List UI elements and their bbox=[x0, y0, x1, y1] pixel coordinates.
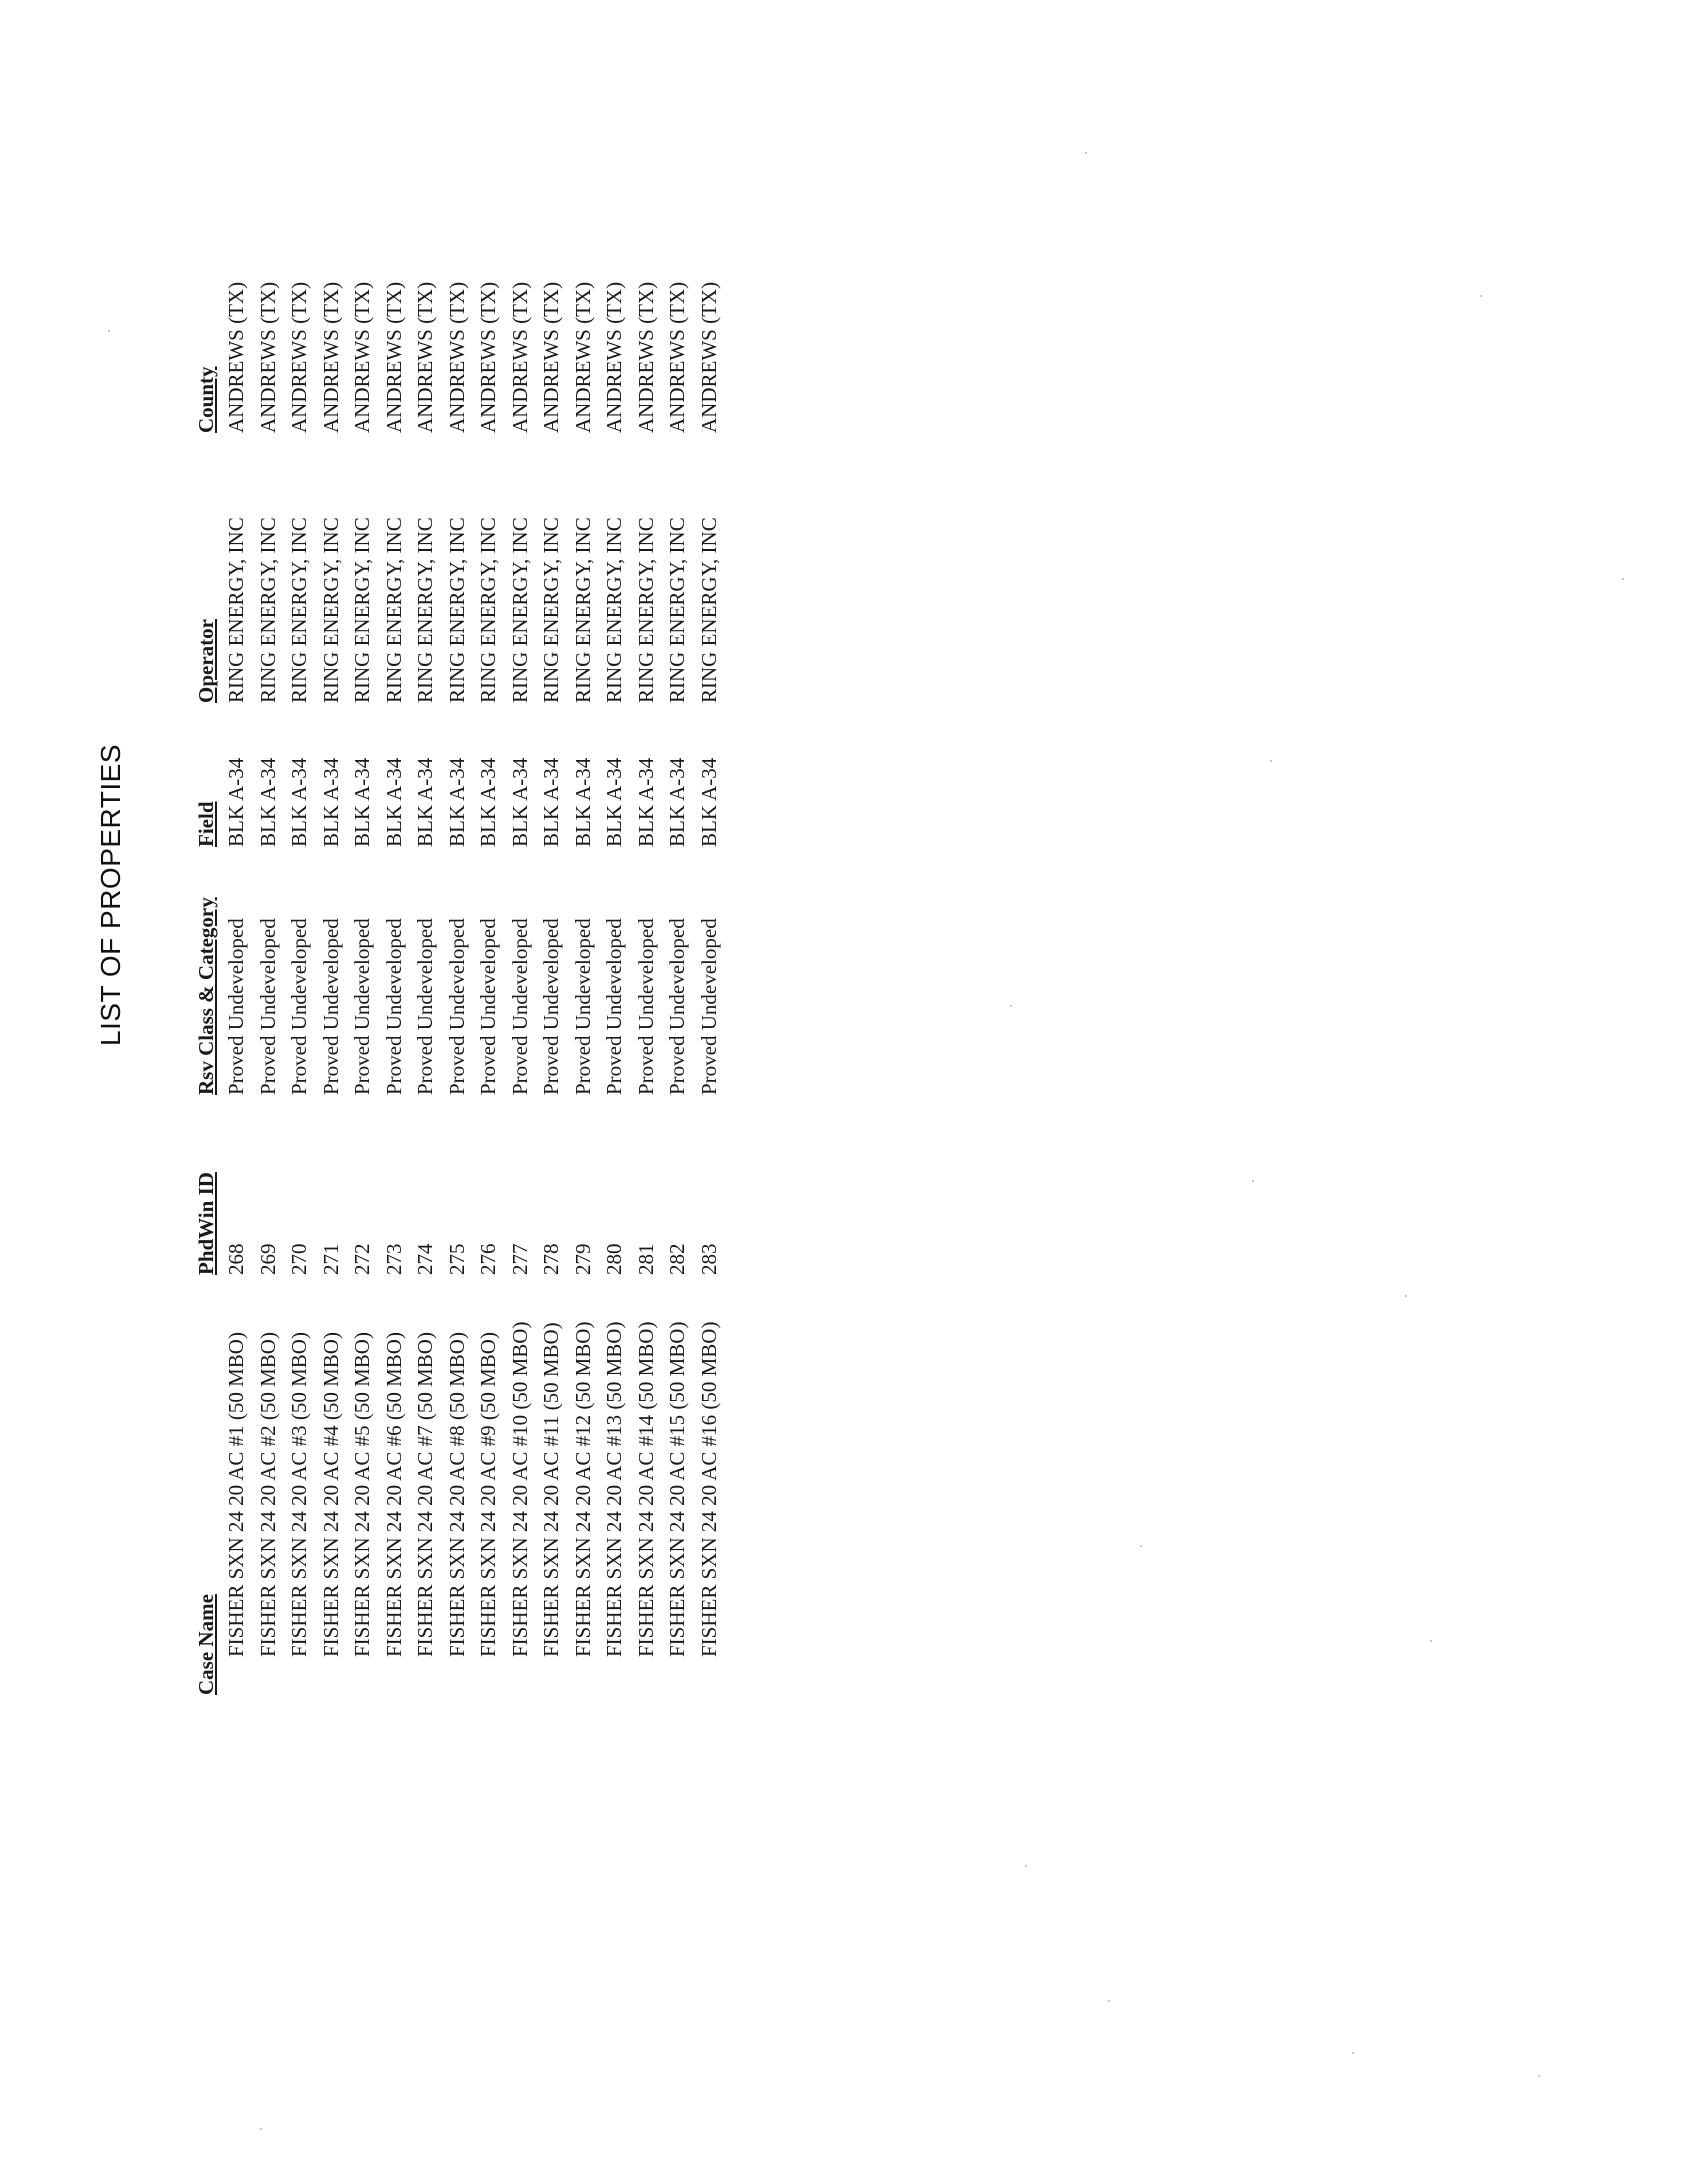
cell-rsv-class: Proved Undeveloped bbox=[665, 918, 689, 1095]
cell-field: BLK A-34 bbox=[381, 757, 406, 847]
cell-rsv-class: Proved Undeveloped bbox=[570, 918, 595, 1095]
cell-case-name: FISHER SXN 24 20 AC #6 (50 MBO) bbox=[381, 1332, 406, 1657]
cell-rsv-class: Proved Undeveloped bbox=[413, 918, 437, 1095]
cell-rsv-class: Proved Undeveloped bbox=[255, 918, 280, 1095]
table-row bbox=[536, 233, 568, 1695]
cell-rsv-class: Proved Undeveloped bbox=[350, 918, 374, 1095]
cell-field: BLK A-34 bbox=[255, 757, 280, 847]
scan-speck bbox=[1025, 1865, 1027, 1867]
cell-operator: RING ENERGY, INC bbox=[633, 517, 658, 703]
scan-speck bbox=[1085, 152, 1087, 154]
cell-rsv-class: Proved Undeveloped bbox=[287, 918, 311, 1095]
table-row bbox=[253, 233, 285, 1695]
cell-phdwin-id: 281 bbox=[633, 1243, 658, 1275]
cell-phdwin-id: 268 bbox=[224, 1243, 248, 1275]
cell-county: ANDREWS (TX) bbox=[413, 281, 437, 433]
cell-field: BLK A-34 bbox=[476, 757, 500, 847]
cell-phdwin-id: 273 bbox=[381, 1243, 406, 1275]
column-header-phdwin-id: PhdWin ID bbox=[194, 1172, 218, 1275]
cell-rsv-class: Proved Undeveloped bbox=[696, 918, 721, 1095]
cell-case-name: FISHER SXN 24 20 AC #16 (50 MBO) bbox=[696, 1321, 721, 1657]
cell-operator: RING ENERGY, INC bbox=[287, 517, 311, 703]
cell-field: BLK A-34 bbox=[507, 757, 532, 847]
cell-county: ANDREWS (TX) bbox=[633, 281, 658, 433]
column-header-case-name: Case Name bbox=[194, 1594, 218, 1695]
cell-field: BLK A-34 bbox=[444, 757, 469, 847]
cell-operator: RING ENERGY, INC bbox=[507, 517, 532, 703]
cell-operator: RING ENERGY, INC bbox=[381, 517, 406, 703]
table-row bbox=[505, 233, 537, 1695]
cell-county: ANDREWS (TX) bbox=[224, 281, 248, 433]
table-row bbox=[284, 233, 316, 1695]
rotated-content bbox=[95, 95, 735, 1695]
cell-county: ANDREWS (TX) bbox=[696, 281, 721, 433]
table-row bbox=[473, 233, 505, 1695]
cell-case-name: FISHER SXN 24 20 AC #2 (50 MBO) bbox=[255, 1332, 280, 1657]
scan-speck bbox=[1405, 1295, 1407, 1297]
cell-phdwin-id: 276 bbox=[476, 1243, 500, 1275]
table-row bbox=[347, 233, 379, 1695]
cell-field: BLK A-34 bbox=[539, 757, 563, 847]
cell-field: BLK A-34 bbox=[633, 757, 658, 847]
table-row bbox=[316, 233, 348, 1695]
table-row bbox=[221, 233, 253, 1695]
cell-operator: RING ENERGY, INC bbox=[413, 517, 437, 703]
cell-case-name: FISHER SXN 24 20 AC #7 (50 MBO) bbox=[413, 1332, 437, 1657]
cell-county: ANDREWS (TX) bbox=[665, 281, 689, 433]
cell-operator: RING ENERGY, INC bbox=[602, 517, 626, 703]
table-row bbox=[694, 233, 726, 1695]
cell-field: BLK A-34 bbox=[665, 757, 689, 847]
cell-operator: RING ENERGY, INC bbox=[318, 517, 343, 703]
scan-speck bbox=[1010, 1005, 1012, 1007]
cell-rsv-class: Proved Undeveloped bbox=[318, 918, 343, 1095]
cell-operator: RING ENERGY, INC bbox=[255, 517, 280, 703]
table-row bbox=[568, 233, 600, 1695]
table-header-row bbox=[187, 233, 221, 1695]
cell-field: BLK A-34 bbox=[287, 757, 311, 847]
cell-operator: RING ENERGY, INC bbox=[224, 517, 248, 703]
cell-case-name: FISHER SXN 24 20 AC #9 (50 MBO) bbox=[476, 1332, 500, 1657]
cell-phdwin-id: 283 bbox=[696, 1243, 721, 1275]
cell-county: ANDREWS (TX) bbox=[287, 281, 311, 433]
cell-case-name: FISHER SXN 24 20 AC #4 (50 MBO) bbox=[318, 1332, 343, 1657]
cell-case-name: FISHER SXN 24 20 AC #13 (50 MBO) bbox=[602, 1321, 626, 1657]
cell-phdwin-id: 269 bbox=[255, 1243, 280, 1275]
cell-field: BLK A-34 bbox=[318, 757, 343, 847]
cell-county: ANDREWS (TX) bbox=[507, 281, 532, 433]
column-header-field: Field bbox=[194, 801, 218, 847]
cell-case-name: FISHER SXN 24 20 AC #15 (50 MBO) bbox=[665, 1321, 689, 1657]
cell-rsv-class: Proved Undeveloped bbox=[381, 918, 406, 1095]
cell-phdwin-id: 274 bbox=[413, 1243, 437, 1275]
cell-field: BLK A-34 bbox=[413, 757, 437, 847]
properties-table bbox=[187, 233, 725, 1695]
column-header-rsv-class: Rsv Class & Category bbox=[194, 897, 218, 1095]
cell-county: ANDREWS (TX) bbox=[318, 281, 343, 433]
cell-county: ANDREWS (TX) bbox=[602, 281, 626, 433]
scan-speck bbox=[1538, 2075, 1540, 2077]
cell-case-name: FISHER SXN 24 20 AC #14 (50 MBO) bbox=[633, 1321, 658, 1657]
cell-field: BLK A-34 bbox=[224, 757, 248, 847]
page-title: LIST OF PROPERTIES bbox=[95, 743, 126, 1047]
scan-speck bbox=[1352, 2052, 1354, 2054]
cell-county: ANDREWS (TX) bbox=[570, 281, 595, 433]
cell-case-name: FISHER SXN 24 20 AC #1 (50 MBO) bbox=[224, 1332, 248, 1657]
scan-speck bbox=[1108, 2000, 1110, 2002]
cell-operator: RING ENERGY, INC bbox=[696, 517, 721, 703]
cell-county: ANDREWS (TX) bbox=[381, 281, 406, 433]
table-row bbox=[410, 233, 442, 1695]
cell-case-name: FISHER SXN 24 20 AC #10 (50 MBO) bbox=[507, 1321, 532, 1657]
cell-county: ANDREWS (TX) bbox=[444, 281, 469, 433]
table-row bbox=[662, 233, 694, 1695]
cell-phdwin-id: 280 bbox=[602, 1243, 626, 1275]
table-row bbox=[599, 233, 631, 1695]
cell-operator: RING ENERGY, INC bbox=[444, 517, 469, 703]
cell-case-name: FISHER SXN 24 20 AC #8 (50 MBO) bbox=[444, 1332, 469, 1657]
scan-speck bbox=[1480, 295, 1482, 297]
scan-speck bbox=[1622, 578, 1624, 580]
cell-county: ANDREWS (TX) bbox=[476, 281, 500, 433]
cell-case-name: FISHER SXN 24 20 AC #3 (50 MBO) bbox=[287, 1332, 311, 1657]
cell-field: BLK A-34 bbox=[602, 757, 626, 847]
cell-county: ANDREWS (TX) bbox=[350, 281, 374, 433]
cell-rsv-class: Proved Undeveloped bbox=[602, 918, 626, 1095]
cell-phdwin-id: 271 bbox=[318, 1243, 343, 1275]
scan-speck bbox=[1252, 1180, 1254, 1182]
table-row bbox=[631, 233, 663, 1695]
cell-phdwin-id: 278 bbox=[539, 1243, 563, 1275]
cell-rsv-class: Proved Undeveloped bbox=[539, 918, 563, 1095]
scan-speck bbox=[1140, 1545, 1142, 1547]
cell-county: ANDREWS (TX) bbox=[255, 281, 280, 433]
cell-phdwin-id: 279 bbox=[570, 1243, 595, 1275]
cell-rsv-class: Proved Undeveloped bbox=[444, 918, 469, 1095]
cell-case-name: FISHER SXN 24 20 AC #5 (50 MBO) bbox=[350, 1332, 374, 1657]
cell-county: ANDREWS (TX) bbox=[539, 281, 563, 433]
cell-operator: RING ENERGY, INC bbox=[539, 517, 563, 703]
cell-case-name: FISHER SXN 24 20 AC #12 (50 MBO) bbox=[570, 1321, 595, 1657]
scan-speck bbox=[260, 2128, 262, 2130]
cell-field: BLK A-34 bbox=[696, 757, 721, 847]
cell-operator: RING ENERGY, INC bbox=[570, 517, 595, 703]
cell-phdwin-id: 277 bbox=[507, 1243, 532, 1275]
cell-phdwin-id: 282 bbox=[665, 1243, 689, 1275]
cell-rsv-class: Proved Undeveloped bbox=[633, 918, 658, 1095]
cell-phdwin-id: 270 bbox=[287, 1243, 311, 1275]
cell-rsv-class: Proved Undeveloped bbox=[224, 918, 248, 1095]
cell-operator: RING ENERGY, INC bbox=[350, 517, 374, 703]
cell-case-name: FISHER SXN 24 20 AC #11 (50 MBO) bbox=[539, 1322, 563, 1657]
column-header-county: County bbox=[194, 366, 218, 433]
cell-operator: RING ENERGY, INC bbox=[665, 517, 689, 703]
cell-phdwin-id: 275 bbox=[444, 1243, 469, 1275]
cell-rsv-class: Proved Undeveloped bbox=[507, 918, 532, 1095]
cell-field: BLK A-34 bbox=[570, 757, 595, 847]
cell-field: BLK A-34 bbox=[350, 757, 374, 847]
table-row bbox=[379, 233, 411, 1695]
column-header-operator: Operator bbox=[194, 619, 218, 703]
cell-phdwin-id: 272 bbox=[350, 1243, 374, 1275]
cell-rsv-class: Proved Undeveloped bbox=[476, 918, 500, 1095]
scan-speck bbox=[1430, 1640, 1432, 1642]
cell-operator: RING ENERGY, INC bbox=[476, 517, 500, 703]
scan-speck bbox=[1270, 760, 1272, 762]
table-row bbox=[442, 233, 474, 1695]
